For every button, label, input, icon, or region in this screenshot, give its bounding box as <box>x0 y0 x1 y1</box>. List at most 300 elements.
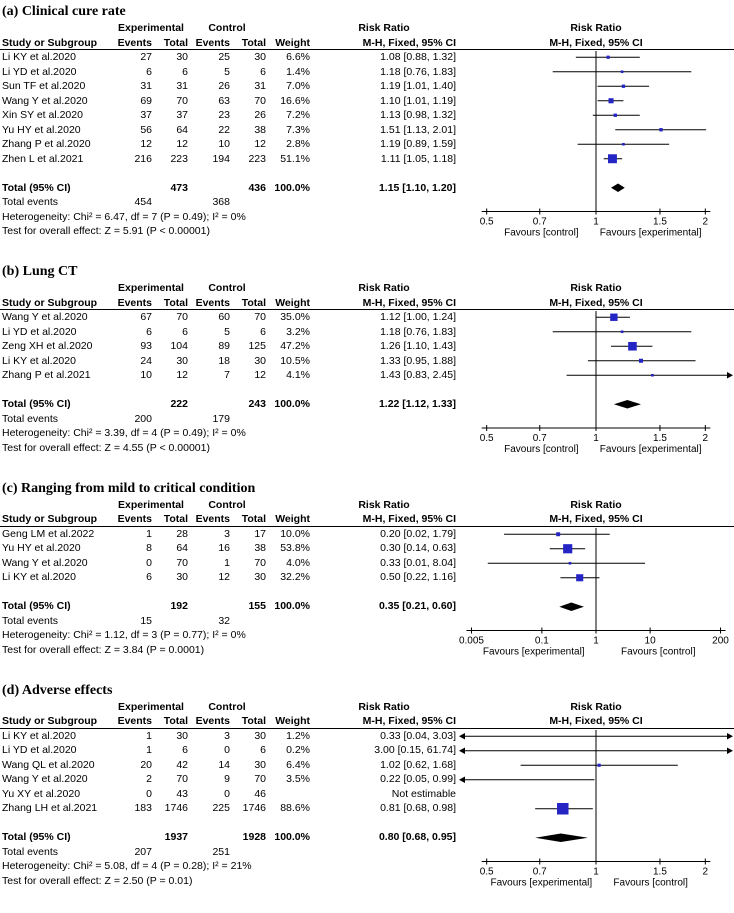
study-weight: 35.0% <box>280 311 310 323</box>
col-header-ctl-events: Events <box>195 36 230 49</box>
study-ctl-events: 225 <box>212 802 230 814</box>
study-name: Zhen L et al.2021 <box>2 152 84 165</box>
study-weight: 3.5% <box>286 773 310 785</box>
study-ctl-events: 7 <box>224 369 230 381</box>
total-diamond <box>614 400 641 408</box>
study-exp-events: 1 <box>146 527 152 540</box>
total-ctl-total: 243 <box>248 398 266 410</box>
study-exp-events: 6 <box>146 325 152 338</box>
study-exp-events: 10 <box>140 369 152 381</box>
group-header-experimental: Experimental <box>118 498 184 511</box>
col-header-exp-events: Events <box>117 513 152 525</box>
col-header-study: Study or Subgroup <box>2 513 98 525</box>
risk-ratio-text-header: Risk Ratio <box>358 700 410 713</box>
study-ci-text: 0.22 [0.05, 0.99] <box>380 773 456 785</box>
study-ctl-total: 30 <box>254 354 266 367</box>
heterogeneity-text: Heterogeneity: Chi² = 3.39, df = 4 (P = 0.49); I² = 0% <box>2 427 246 439</box>
total-diamond <box>535 833 588 841</box>
axis-tick-label: 1 <box>593 433 599 444</box>
group-header-control: Control <box>208 700 246 713</box>
total-diamond <box>611 184 625 192</box>
group-header-experimental: Experimental <box>118 700 184 713</box>
ci-left-arrow <box>459 733 465 739</box>
study-ctl-events: 0 <box>224 744 230 756</box>
col-header-mh-ci: M-H, Fixed, 95% CI <box>362 36 456 49</box>
axis-tick-label: 1.5 <box>652 216 667 228</box>
total-ctl-total: 155 <box>248 600 266 612</box>
col-header-ctl-events: Events <box>195 715 230 727</box>
study-ctl-events: 194 <box>212 152 230 165</box>
axis-tick-label: 0.7 <box>532 216 547 228</box>
study-exp-total: 104 <box>170 340 188 352</box>
study-exp-events: 2 <box>146 773 152 785</box>
favours-right-label: Favours [control] <box>613 877 688 888</box>
forest-plot-d <box>458 700 734 903</box>
study-ctl-events: 26 <box>218 80 230 92</box>
study-weight <box>266 787 310 802</box>
study-name: Li YD et al.2020 <box>2 65 77 78</box>
study-weight: 3.2% <box>286 325 310 338</box>
group-header-experimental: Experimental <box>118 282 184 294</box>
favours-left-label: Favours [control] <box>504 227 579 239</box>
panel-d <box>0 682 734 903</box>
study-exp-total: 64 <box>176 542 188 554</box>
study-ctl-total: 38 <box>254 542 266 554</box>
study-weight: 1.4% <box>286 65 310 78</box>
risk-ratio-text-header: Risk Ratio <box>358 22 410 34</box>
effect-marker <box>639 359 643 363</box>
forest-table-b <box>0 281 734 470</box>
study-ctl-events: 63 <box>218 94 230 107</box>
col-header-exp-total: Total <box>163 36 188 49</box>
study-ci-text: 1.19 [1.01, 1.40] <box>380 80 456 92</box>
col-header-mh-ci: M-H, Fixed, 95% CI <box>362 715 456 727</box>
study-name: Wang Y et al.2020 <box>2 773 88 785</box>
study-ctl-events: 22 <box>218 123 230 136</box>
effect-marker <box>651 374 654 377</box>
study-ci-text: 1.12 [1.00, 1.24] <box>380 311 456 323</box>
axis-tick-label: 2 <box>702 866 709 877</box>
col-header-weight: Weight <box>275 715 310 727</box>
study-exp-total: 70 <box>176 773 188 785</box>
study-exp-total: 6 <box>182 325 188 338</box>
study-name: Zhang P et al.2020 <box>2 138 91 150</box>
study-exp-events: 6 <box>146 571 152 583</box>
overall-effect-text: Test for overall effect: Z = 3.84 (P = 0.0001) <box>2 643 205 656</box>
study-name: Li KY et al.2020 <box>2 571 76 583</box>
study-exp-events: 1 <box>146 744 152 756</box>
study-exp-total: 37 <box>176 109 188 121</box>
heterogeneity-text: Heterogeneity: Chi² = 6.47, df = 7 (P = 0.49); I² = 0% <box>2 210 246 223</box>
forest-table-a <box>0 21 734 253</box>
study-name: Zhang P et al.2021 <box>2 369 91 381</box>
axis-tick-label: 1.5 <box>652 433 667 444</box>
study-ci-text: 3.00 [0.15, 61.74] <box>374 744 456 756</box>
study-exp-total: 30 <box>176 51 188 63</box>
favours-left-label: Favours [experimental] <box>482 646 585 657</box>
axis-tick-label: 0.5 <box>479 216 494 228</box>
study-exp-events: 0 <box>146 787 152 800</box>
study-name: Li KY et al.2020 <box>2 51 76 63</box>
axis-tick-label: 0.7 <box>532 866 547 877</box>
study-name: Yu HY et al.2020 <box>2 123 81 136</box>
effect-marker <box>608 98 613 103</box>
study-weight: 53.8% <box>280 542 310 554</box>
total-events-exp: 454 <box>134 196 152 208</box>
study-ctl-events: 5 <box>224 325 230 338</box>
total-ctl-total: 1928 <box>242 831 266 843</box>
study-ci-text: 1.26 [1.10, 1.43] <box>380 340 456 352</box>
axis-tick-label: 1 <box>593 635 599 646</box>
total-events-ctl: 32 <box>218 614 230 627</box>
study-ci-text: 0.30 [0.14, 0.63] <box>380 542 456 554</box>
study-name: Li KY et al.2020 <box>2 729 76 742</box>
axis-tick-label: 0.1 <box>534 635 549 646</box>
total-events-ctl: 179 <box>212 412 230 425</box>
study-ctl-events: 5 <box>224 65 230 78</box>
study-name: Geng LM et al.2022 <box>2 527 95 540</box>
axis-tick-label: 1 <box>593 866 599 877</box>
study-exp-events: 216 <box>134 152 152 165</box>
forest-table-c <box>0 498 734 672</box>
axis-tick-label: 0.5 <box>479 866 494 877</box>
total-ci-text: 0.80 [0.68, 0.95] <box>378 831 456 843</box>
total-events-exp: 200 <box>134 412 152 425</box>
study-weight: 4.0% <box>286 556 310 569</box>
group-header-experimental: Experimental <box>118 22 184 34</box>
total-exp-total: 1937 <box>164 831 188 843</box>
study-exp-total: 31 <box>176 80 188 92</box>
study-exp-total: 70 <box>176 311 188 323</box>
col-header-ctl-total: Total <box>241 36 266 49</box>
study-name: Wang Y et al.2020 <box>2 94 88 107</box>
study-exp-total: 28 <box>176 527 188 540</box>
study-ci-text: 1.33 [0.95, 1.88] <box>380 354 456 367</box>
favours-left-label: Favours [experimental] <box>490 877 593 888</box>
study-weight: 7.3% <box>286 123 310 136</box>
effect-marker <box>607 56 610 59</box>
effect-marker <box>621 70 624 73</box>
study-ctl-events: 9 <box>224 773 230 785</box>
study-weight: 47.2% <box>280 340 310 352</box>
group-header-control: Control <box>208 22 246 34</box>
study-exp-events: 27 <box>140 51 152 63</box>
effect-marker <box>556 532 560 536</box>
forest-plot-c <box>458 498 734 672</box>
col-header-mh-ci-plot: M-H, Fixed, 95% CI <box>549 296 643 309</box>
study-ctl-events: 18 <box>218 354 230 367</box>
study-exp-events: 93 <box>140 340 152 352</box>
axis-tick-label: 2 <box>702 433 709 444</box>
heterogeneity-text: Heterogeneity: Chi² = 1.12, df = 3 (P = 0.77); I² = 0% <box>2 629 246 641</box>
study-ctl-events: 1 <box>224 556 230 569</box>
axis-tick-label: 200 <box>712 635 729 646</box>
col-header-ctl-events: Events <box>195 296 230 309</box>
panels-container <box>0 3 734 903</box>
study-ci-text: 1.18 [0.76, 1.83] <box>380 65 456 78</box>
axis-tick-label: 1.5 <box>652 866 667 877</box>
study-ci-text: 1.10 [1.01, 1.19] <box>380 94 456 107</box>
study-name: Wang Y et al.2020 <box>2 311 88 323</box>
effect-marker <box>563 544 572 553</box>
study-ctl-events: 12 <box>218 571 230 583</box>
favours-left-label: Favours [control] <box>504 444 579 455</box>
study-ctl-events: 14 <box>218 758 230 771</box>
study-ctl-events: 3 <box>224 527 230 540</box>
study-ctl-total: 17 <box>254 527 266 540</box>
col-header-ctl-total: Total <box>241 296 266 309</box>
total-events-label: Total events <box>2 845 59 858</box>
study-ctl-total: 70 <box>254 94 266 107</box>
study-weight: 10.0% <box>280 527 310 540</box>
study-ctl-total: 12 <box>254 369 266 381</box>
risk-ratio-text-header: Risk Ratio <box>358 498 410 511</box>
study-ctl-events: 16 <box>218 542 230 554</box>
study-ctl-total: 30 <box>254 729 266 742</box>
study-name: Li YD et al.2020 <box>2 744 77 756</box>
study-weight: 1.2% <box>286 729 310 742</box>
study-weight: 7.0% <box>286 80 310 92</box>
study-weight: 6.4% <box>286 758 310 771</box>
favours-right-label: Favours [experimental] <box>599 444 702 455</box>
effect-marker <box>557 803 569 815</box>
col-header-weight: Weight <box>275 296 310 309</box>
col-header-exp-total: Total <box>163 296 188 309</box>
study-weight: 51.1% <box>280 152 310 165</box>
total-ci-text: 1.22 [1.12, 1.33] <box>378 398 456 410</box>
risk-ratio-plot-header: Risk Ratio <box>570 498 622 511</box>
study-ctl-total: 6 <box>260 744 266 756</box>
study-ci-text: 0.20 [0.02, 1.79] <box>380 527 456 540</box>
col-header-ctl-total: Total <box>241 715 266 727</box>
study-ci-text: 0.33 [0.04, 3.03] <box>380 729 456 742</box>
total-exp-total: 192 <box>170 600 188 612</box>
axis-tick-label: 0.5 <box>479 433 494 444</box>
overall-effect-text: Test for overall effect: Z = 5.91 (P < 0.00001) <box>2 225 210 237</box>
study-ctl-total: 70 <box>254 773 266 785</box>
study-weight: 2.8% <box>286 138 310 150</box>
study-exp-events: 24 <box>140 354 152 367</box>
study-ci-text: 1.51 [1.13, 2.01] <box>380 123 456 136</box>
study-ctl-total: 223 <box>248 152 266 165</box>
study-ctl-events: 89 <box>218 340 230 352</box>
col-header-mh-ci-plot: M-H, Fixed, 95% CI <box>549 36 643 49</box>
effect-marker <box>610 314 617 321</box>
study-ci-text: 1.11 [1.05, 1.18] <box>380 152 456 165</box>
total-events-ctl: 251 <box>212 845 230 858</box>
study-exp-total: 12 <box>176 369 188 381</box>
total-exp-total: 222 <box>170 398 188 410</box>
study-weight: 6.6% <box>286 51 310 63</box>
favours-right-label: Favours [control] <box>621 646 696 657</box>
study-name: Wang QL et al.2020 <box>2 758 95 771</box>
study-ci-text: 1.08 [0.88, 1.32] <box>380 51 456 63</box>
forest-plot-b <box>458 281 734 470</box>
study-ctl-events: 25 <box>218 51 230 63</box>
forest-plot-a <box>458 21 734 253</box>
risk-ratio-plot-header: Risk Ratio <box>570 22 622 34</box>
study-ctl-total: 125 <box>248 340 266 352</box>
total-label: Total (95% CI) <box>2 600 71 612</box>
study-ctl-total: 1746 <box>242 802 266 814</box>
ci-right-arrow <box>727 733 733 739</box>
total-label: Total (95% CI) <box>2 181 71 194</box>
panel-a <box>0 3 734 253</box>
study-ci-text: 1.13 [0.98, 1.32] <box>380 109 456 121</box>
col-header-mh-ci: M-H, Fixed, 95% CI <box>362 296 456 309</box>
study-ctl-events: 23 <box>218 109 230 121</box>
study-weight: 32.2% <box>280 571 310 583</box>
study-exp-total: 64 <box>176 123 188 136</box>
study-exp-total: 1746 <box>164 802 188 814</box>
effect-marker <box>628 342 637 351</box>
risk-ratio-plot-header: Risk Ratio <box>570 700 622 713</box>
overall-effect-text: Test for overall effect: Z = 2.50 (P = 0.01) <box>2 874 193 887</box>
study-exp-events: 0 <box>146 556 152 569</box>
total-diamond <box>559 602 584 610</box>
col-header-study: Study or Subgroup <box>2 36 98 49</box>
panel-title-a: (a) Clinical cure rate <box>2 4 126 19</box>
panel-title-c: (c) Ranging from mild to critical condition <box>2 480 256 496</box>
study-exp-events: 6 <box>146 65 152 78</box>
study-name: Li YD et al.2020 <box>2 325 77 338</box>
col-header-mh-ci-plot: M-H, Fixed, 95% CI <box>549 715 643 727</box>
study-exp-events: 56 <box>140 123 152 136</box>
effect-marker <box>621 330 624 333</box>
total-ci-text: 0.35 [0.21, 0.60] <box>378 600 456 612</box>
study-exp-events: 20 <box>140 758 152 771</box>
total-events-label: Total events <box>2 412 59 425</box>
effect-marker <box>608 154 617 163</box>
study-ctl-total: 46 <box>254 787 266 800</box>
study-weight: 88.6% <box>280 802 310 814</box>
col-header-exp-events: Events <box>117 296 152 309</box>
study-exp-total: 6 <box>182 65 188 78</box>
study-name: Yu HY et al.2020 <box>2 542 81 554</box>
study-ctl-total: 26 <box>254 109 266 121</box>
study-ctl-total: 12 <box>254 138 266 150</box>
study-name: Li KY et al.2020 <box>2 354 76 367</box>
study-exp-total: 30 <box>176 571 188 583</box>
study-name: Yu XY et al.2020 <box>2 787 81 800</box>
col-header-study: Study or Subgroup <box>2 296 98 309</box>
effect-marker <box>622 85 625 88</box>
total-events-ctl: 368 <box>212 196 230 208</box>
study-ci-text: 0.81 [0.68, 0.98] <box>380 802 456 814</box>
total-weight: 100.0% <box>274 398 310 410</box>
col-header-exp-events: Events <box>117 36 152 49</box>
study-ctl-total: 30 <box>254 571 266 583</box>
total-weight: 100.0% <box>274 181 310 194</box>
study-exp-events: 12 <box>140 138 152 150</box>
col-header-mh-ci: M-H, Fixed, 95% CI <box>362 513 456 525</box>
group-header-control: Control <box>208 498 246 511</box>
axis-tick-label: 2 <box>702 216 709 228</box>
study-exp-total: 223 <box>170 152 188 165</box>
study-name: Wang Y et al.2020 <box>2 556 88 569</box>
study-weight: 0.2% <box>286 744 310 756</box>
panel-title-d: (d) Adverse effects <box>2 682 113 698</box>
col-header-ctl-total: Total <box>241 513 266 525</box>
study-exp-events: 67 <box>140 311 152 323</box>
col-header-weight: Weight <box>275 513 310 525</box>
total-events-label: Total events <box>2 196 59 208</box>
panel-title-b: (b) Lung CT <box>2 264 78 279</box>
total-ci-text: 1.15 [1.10, 1.20] <box>378 181 456 194</box>
total-weight: 100.0% <box>274 831 310 843</box>
risk-ratio-text-header: Risk Ratio <box>358 282 410 294</box>
study-ctl-total: 70 <box>254 556 266 569</box>
study-name: Xin SY et al.2020 <box>2 109 83 121</box>
ci-left-arrow <box>459 747 465 753</box>
group-header-control: Control <box>208 282 246 294</box>
col-header-study: Study or Subgroup <box>2 715 98 727</box>
total-label: Total (95% CI) <box>2 831 71 843</box>
total-events-label: Total events <box>2 614 59 627</box>
study-weight: 7.2% <box>286 109 310 121</box>
study-exp-events: 37 <box>140 109 152 121</box>
study-weight: 4.1% <box>286 369 310 381</box>
study-exp-events: 69 <box>140 94 152 107</box>
study-ci-text: 1.18 [0.76, 1.83] <box>380 325 456 338</box>
study-ctl-events: 3 <box>224 729 230 742</box>
axis-tick-label: 1 <box>593 216 599 228</box>
study-ctl-total: 6 <box>260 65 266 78</box>
study-exp-events: 31 <box>140 80 152 92</box>
col-header-exp-events: Events <box>117 715 152 727</box>
study-ctl-total: 31 <box>254 80 266 92</box>
study-ci-text: 0.50 [0.22, 1.16] <box>380 571 456 583</box>
effect-marker <box>598 763 601 766</box>
study-name: Zhang LH et al.2021 <box>2 802 98 814</box>
study-ci-text: 0.33 [0.01, 8.04] <box>380 556 456 569</box>
study-exp-total: 70 <box>176 94 188 107</box>
effect-marker <box>569 561 572 564</box>
study-exp-total: 30 <box>176 729 188 742</box>
study-exp-total: 42 <box>176 758 188 771</box>
panel-c <box>0 480 734 672</box>
risk-ratio-plot-header: Risk Ratio <box>570 282 622 294</box>
study-ctl-total: 6 <box>260 325 266 338</box>
axis-tick-label: 0.005 <box>458 635 484 646</box>
forest-table-d <box>0 700 734 903</box>
axis-tick-label: 0.7 <box>532 433 547 444</box>
total-events-exp: 207 <box>134 845 152 858</box>
study-name: Zeng XH et al.2020 <box>2 340 93 352</box>
effect-marker <box>614 114 617 117</box>
study-exp-events: 183 <box>134 802 152 814</box>
study-ci-text: 1.43 [0.83, 2.45] <box>380 369 456 381</box>
study-exp-total: 43 <box>176 787 188 800</box>
heterogeneity-text: Heterogeneity: Chi² = 5.08, df = 4 (P = 0.28); I² = 21% <box>2 860 252 872</box>
total-exp-total: 473 <box>170 181 188 194</box>
study-ctl-total: 30 <box>254 51 266 63</box>
col-header-weight: Weight <box>275 36 310 49</box>
total-weight: 100.0% <box>274 600 310 612</box>
study-ctl-events: 0 <box>224 787 230 800</box>
ci-right-arrow <box>727 372 733 378</box>
overall-effect-text: Test for overall effect: Z = 4.55 (P < 0.00001) <box>2 441 210 454</box>
study-exp-events: 8 <box>146 542 152 554</box>
study-name: Sun TF et al.2020 <box>2 80 86 92</box>
total-events-exp: 15 <box>140 614 152 627</box>
col-header-exp-total: Total <box>163 715 188 727</box>
study-ctl-total: 30 <box>254 758 266 771</box>
effect-marker <box>576 574 583 581</box>
total-ctl-total: 436 <box>248 181 266 194</box>
total-label: Total (95% CI) <box>2 398 71 410</box>
col-header-mh-ci-plot: M-H, Fixed, 95% CI <box>549 513 643 525</box>
